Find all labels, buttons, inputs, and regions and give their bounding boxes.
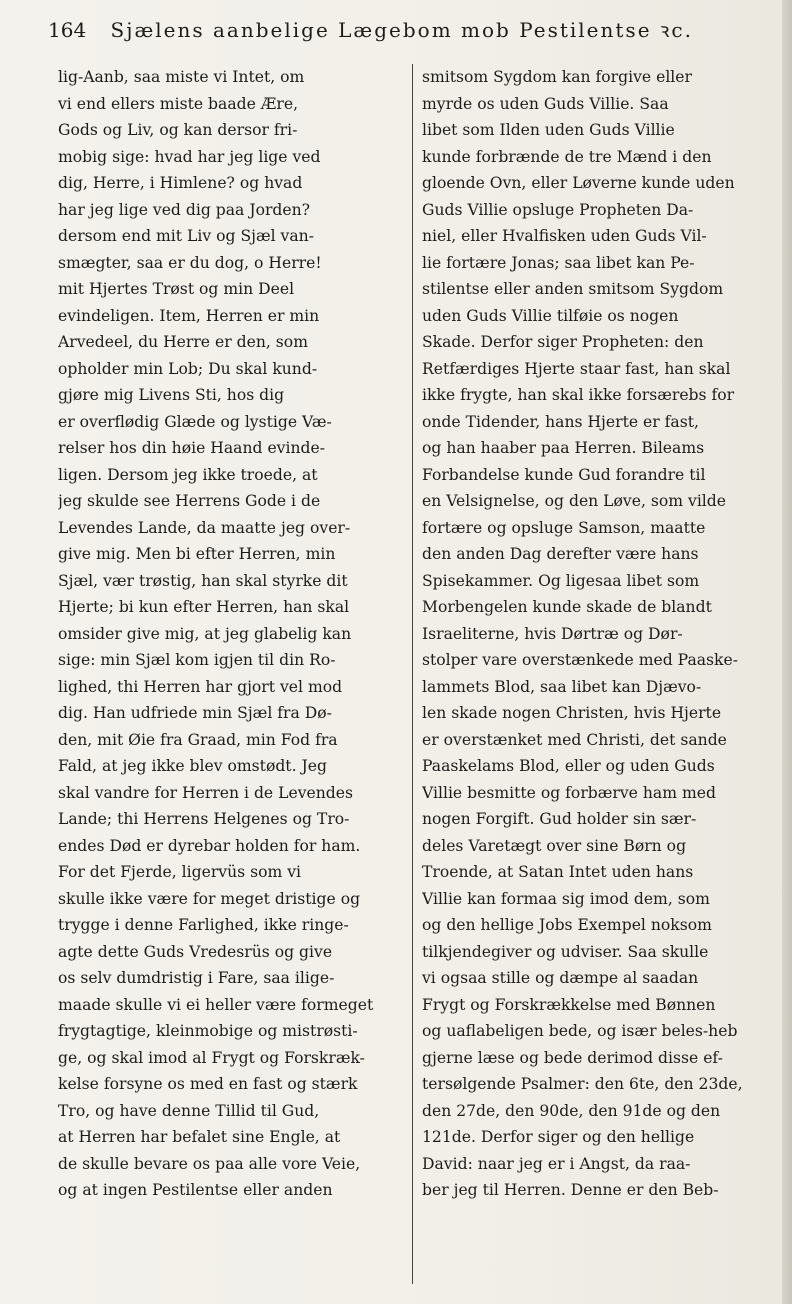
text-line: en Velsignelse, og den Løve, som vilde: [422, 492, 727, 510]
text-line: kelse forsyne os med en fast og stærk: [58, 1075, 358, 1093]
text-line: deles Varetægt over sine Børn og: [422, 836, 687, 855]
text-line: For det Fjerde, ligervüs som vi: [58, 863, 302, 881]
text-line: niel, eller Hvalfisken uden Guds Vil-: [422, 227, 707, 245]
text-line: tilkjendegiver og udviser. Saa skulle: [422, 942, 709, 961]
text-line: Lande; thi Herrens Helgenes og Tro-: [58, 810, 350, 828]
text-line: gjøre mig Livens Sti, hos dig: [58, 386, 285, 404]
page-header: [48, 12, 748, 48]
text-line: sige: min Sjæl kom igjen til din Ro-: [58, 651, 336, 669]
running-title: Sjælens aanbelige Lægebom mob Pestilentse ꝛc.: [110, 18, 693, 42]
text-line: dig, Herre, i Himlene? og hvad: [58, 174, 303, 192]
text-line: at Herren har befalet sine Engle, at: [58, 1128, 341, 1146]
text-line: ber jeg til Herren. Denne er den Beb-: [422, 1181, 719, 1199]
text-line: Sjæl, vær trøstig, han skal styrke dit: [58, 571, 348, 590]
text-line: 121de. Derfor siger og den hellige: [422, 1128, 695, 1146]
text-line: Troende, at Satan Intet uden hans: [422, 863, 694, 881]
text-line: stilentse eller anden smitsom Sygdom: [422, 280, 724, 298]
text-line: Villie besmitte og forbærve ham med: [422, 783, 716, 802]
text-line: frygtagtige, kleinmobige og mistrøsti-: [58, 1022, 358, 1040]
text-line: libet som Ilden uden Guds Villie: [422, 121, 675, 139]
text-line: len skade nogen Christen, hvis Hjerte: [422, 704, 722, 722]
text-line: os selv dumdristig i Fare, saa ilige-: [58, 969, 335, 987]
text-line: nogen Forgift. Gud holder sin sær-: [422, 810, 697, 828]
text-line: jeg skulde see Herrens Gode i de: [58, 492, 321, 510]
text-line: endes Død er dyrebar holden for ham.: [58, 836, 361, 855]
text-line: Arvedeel, du Herre er den, som: [58, 333, 308, 351]
text-line: trygge i denne Farlighed, ikke ringe-: [58, 916, 349, 934]
text-line: vi ogsaa stille og dæmpe al saadan: [422, 969, 699, 987]
text-line: evindeligen. Item, Herren er min: [58, 306, 320, 325]
text-line: mit Hjertes Trøst og min Deel: [58, 280, 295, 298]
text-line: skal vandre for Herren i de Levendes: [58, 783, 353, 802]
text-line: og uaflabeligen bede, og især beles-heb: [422, 1022, 738, 1040]
text-line: smitsom Sygdom kan forgive eller: [422, 68, 692, 86]
text-line: Guds Villie opsluge Propheten Da-: [422, 200, 694, 219]
text-line: dersom end mit Liv og Sjæl van-: [58, 227, 314, 245]
text-line: Gods og Liv, og kan dersor fri-: [58, 121, 298, 139]
text-line: ligen. Dersom jeg ikke troede, at: [58, 465, 318, 484]
text-line: myrde os uden Guds Villie. Saa: [422, 94, 669, 113]
text-line: agte dette Guds Vredesrüs og give: [58, 942, 333, 961]
text-line: lig-Aanb, saa miste vi Intet, om: [58, 68, 305, 86]
page-number: 164: [48, 18, 87, 42]
text-line: Forbandelse kunde Gud forandre til: [422, 465, 706, 484]
text-line: og at ingen Pestilentse eller anden: [58, 1181, 333, 1199]
text-line: dig. Han udfriede min Sjæl fra Dø-: [58, 704, 332, 722]
text-line: skulle ikke være for meget dristige og: [58, 889, 361, 908]
text-line: gloende Ovn, eller Løverne kunde uden: [422, 174, 735, 192]
text-line: de skulle bevare os paa alle vore Veie,: [58, 1154, 361, 1173]
text-line: Hjerte; bi kun efter Herren, han skal: [58, 598, 350, 616]
text-line: Skade. Derfor siger Propheten: den: [422, 333, 704, 351]
text-line: lammets Blod, saa libet kan Djævo-: [422, 677, 702, 696]
text-line: onde Tidender, hans Hjerte er fast,: [422, 412, 699, 431]
text-line: David: naar jeg er i Angst, da raa-: [422, 1154, 691, 1173]
text-line: ge, og skal imod al Frygt og Forskræk-: [58, 1048, 365, 1067]
text-line: har jeg lige ved dig paa Jorden?: [58, 200, 311, 219]
text-line: stolper vare overstænkede med Paaske-: [422, 651, 738, 669]
text-line: give mig. Men bi efter Herren, min: [58, 545, 336, 563]
text-line: relser hos din høie Haand evinde-: [58, 439, 325, 457]
text-line: Fald, at jeg ikke blev omstødt. Jeg: [58, 757, 327, 775]
text-line: og den hellige Jobs Exempel noksom: [422, 916, 712, 934]
text-line: Frygt og Forskrækkelse med Bønnen: [422, 995, 716, 1014]
text-line: omsider give mig, at jeg glabelig kan: [58, 624, 352, 643]
text-line: og han haaber paa Herren. Bileams: [422, 439, 705, 457]
text-line: lie fortære Jonas; saa libet kan Pe-: [422, 253, 695, 272]
text-line: lighed, thi Herren har gjort vel mod: [58, 677, 343, 696]
page-edge-shadow: [782, 0, 792, 1304]
text-line: den, mit Øie fra Graad, min Fod fra: [58, 730, 338, 749]
text-line: Levendes Lande, da maatte jeg over-: [58, 518, 351, 537]
column-divider: [412, 64, 413, 1284]
text-line: smægter, saa er du dog, o Herre!: [58, 253, 322, 272]
text-line: gjerne læse og bede derimod disse ef-: [422, 1048, 723, 1067]
text-line: Israeliterne, hvis Dørtræ og Dør-: [422, 624, 683, 643]
text-line: uden Guds Villie tilføie os nogen: [422, 306, 679, 325]
text-line: Morbengelen kunde skade de blandt: [422, 598, 712, 616]
text-line: tersølgende Psalmer: den 6te, den 23de,: [422, 1075, 743, 1093]
text-line: maade skulle vi ei heller være formeget: [58, 995, 374, 1014]
text-line: er overflødig Glæde og lystige Væ-: [58, 412, 332, 431]
text-line: Tro, og have denne Tillid til Gud,: [58, 1101, 320, 1120]
text-line: Spisekammer. Og ligesaa libet som: [422, 571, 700, 590]
text-line: Paaskelams Blod, eller og uden Guds: [422, 757, 715, 775]
text-line: mobig sige: hvad har jeg lige ved: [58, 147, 321, 166]
text-line: ikke frygte, han skal ikke forsærebs for: [422, 386, 735, 404]
text-line: den anden Dag derefter være hans: [422, 545, 699, 563]
text-line: fortære og opsluge Samson, maatte: [422, 518, 706, 537]
text-line: Retfærdiges Hjerte staar fast, han skal: [422, 359, 731, 378]
text-line: vi end ellers miste baade Ære,: [58, 94, 299, 113]
text-line: er overstænket med Christi, det sande: [422, 730, 727, 749]
right-text-column: [422, 64, 768, 1284]
text-line: opholder min Lob; Du skal kund-: [58, 359, 318, 378]
left-text-column: [58, 64, 408, 1284]
text-line: Villie kan formaa sig imod dem, som: [422, 889, 710, 908]
text-line: den 27de, den 90de, den 91de og den: [422, 1101, 721, 1120]
text-line: kunde forbrænde de tre Mænd i den: [422, 147, 712, 166]
